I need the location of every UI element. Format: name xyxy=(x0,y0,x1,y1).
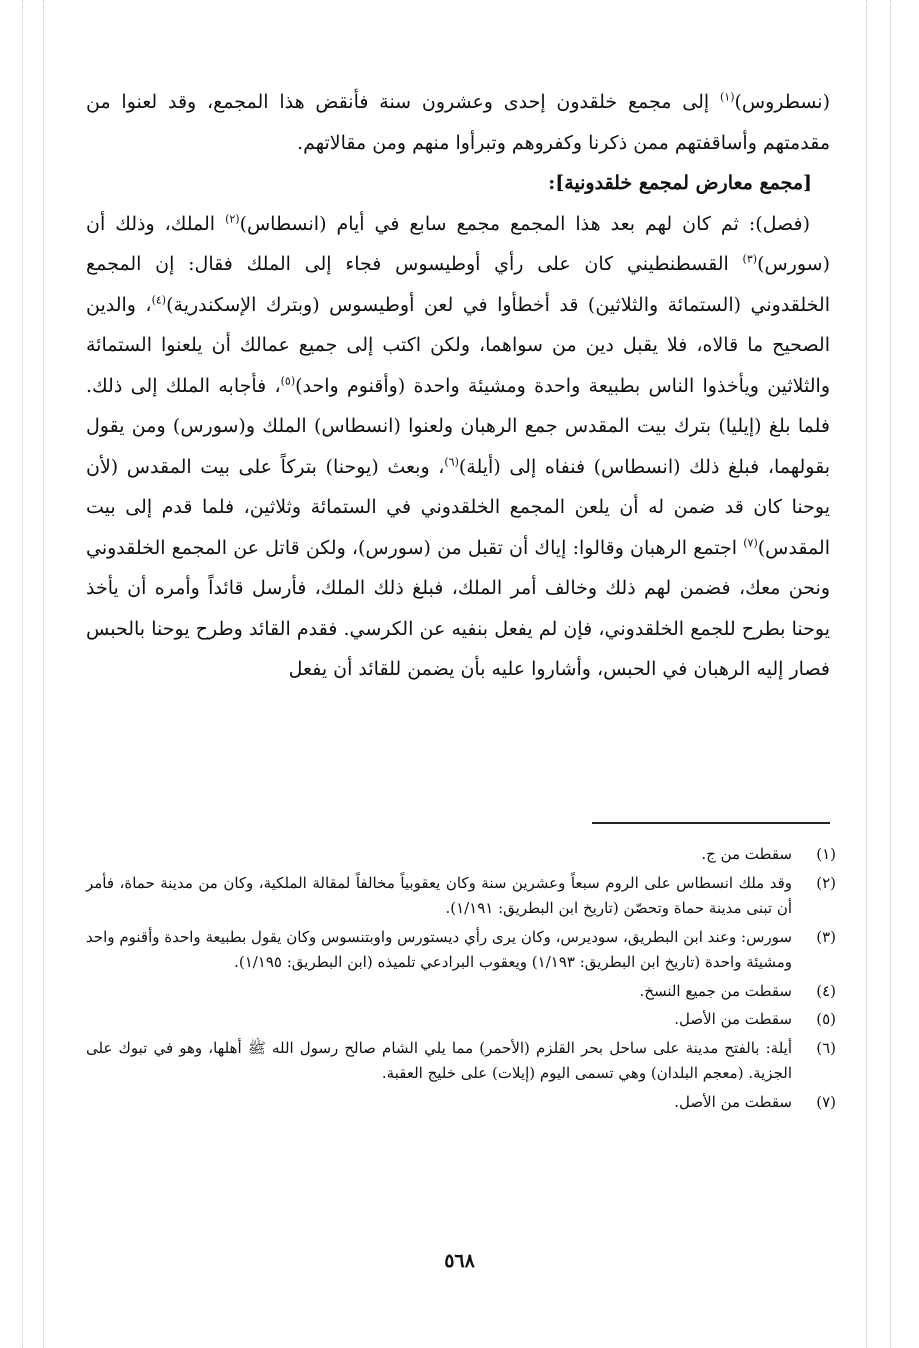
footnote-text: سقطت من الأصل. xyxy=(674,1010,792,1028)
footnote-number: (٤) xyxy=(816,981,836,1000)
scan-artifact-line xyxy=(866,0,867,1348)
footnote-ref: (٦) xyxy=(444,455,459,469)
scan-artifact-line xyxy=(22,0,23,1348)
footnote-number: (٢) xyxy=(816,873,836,892)
footnote-number: (٣) xyxy=(816,927,836,946)
scan-artifact-line xyxy=(43,0,44,1348)
footnote xyxy=(86,1007,836,1033)
section-heading: [مجمع معارض لمجمع خلقدونية]: xyxy=(548,172,812,194)
paragraph-continuation: (نسطروس)$^{(١)}$ إلى مجمع خلقدون إحدى وعشرون سنة فأنقض هذا المجمع، وقد لعنوا من مقدمتهم وأساقفتهم ممن ذكرنا وكفروهم وتبرأوا منهم ومن مقالاتهم. xyxy=(86,90,830,154)
footnote-number: (٦) xyxy=(816,1038,836,1057)
scan-artifact-line xyxy=(890,0,891,1348)
page-number: ٥٦٨ xyxy=(444,1250,475,1272)
footnote-separator xyxy=(592,822,830,824)
footnote xyxy=(86,842,836,868)
footnote-text: سقطت من ج. xyxy=(701,845,792,863)
footnote-text: أيلة: بالفتح مدينة على ساحل بحر القلزم (الأحمر) مما يلي الشام صالح رسول الله ﷺ أهلها، وهو في تبوك على الجزية. (معجم البلدان) وهي تسمى اليوم (إيلات) على خليج العقبة. xyxy=(86,1038,792,1082)
footnote xyxy=(86,979,836,1005)
footnote xyxy=(86,1036,836,1087)
footnote xyxy=(86,925,836,976)
footnote-ref: (٥) xyxy=(280,374,296,388)
footnote-number: (٥) xyxy=(816,1010,836,1028)
footnote-text: سقطت من الأصل. xyxy=(674,1092,792,1111)
footnote-ref: (٣) xyxy=(742,252,758,266)
main-text xyxy=(86,82,830,690)
footnote-text: وقد ملك انسطاس على الروم سبعاً وعشرين سنة وكان يعقوبياً مخالفاً لمقالة الملكية، وكان من مدينة حماة، فأمر أن تبنى مدينة حماة وتحصّن (تاريخ ابن البطريق: ١/١٩١). xyxy=(86,873,792,917)
footnote xyxy=(86,871,836,922)
footnote-ref: (١) xyxy=(719,90,735,104)
paragraph-chapter: (فصل): ثم كان لهم بعد هذا المجمع مجمع سابع في أيام (انسطاس)$^{(٢)}$ الملك، وذلك أن (سورس)$^{(٣)}$ القسطنطيني كان على رأي أوطيسوس فجاء إلى الملك فقال: إن المجمع الخلقدوني (الستمائة والثلاثين) قد أخطأوا في لعن أوطيسوس (وبترك الإسكندرية)$^{(٤)}$، والدين الصحيح ما قالاه، فلا يقبل دين من سواهما، ولكن اكتب إلى جميع عمالك أن يلعنوا الستمائة والثلاثين ويأخذوا الناس بطبيعة واحدة ومشيئة واحدة (وأقنوم واحد)$^{(٥)}$، فأجابه الملك إلى ذلك. فلما بلغ (إيليا) بترك بيت المقدس جمع الرهبان ولعنوا (انسطاس) الملك و(سورس) ومن يقول بقولهما، فبلغ ذلك (انسطاس) فنفاه إلى (أيلة)$^{(٦)}$، وبعث (يوحنا) بتركاً على بيت المقدس (لأن يوحنا كان قد ضمن له أن يلعن المجمع الخلقدوني في الستمائة وثلاثين، فلما قدم إلى بيت المقدس)$^{(٧)}$ اجتمع الرهبان وقالوا: إياك أن تقبل من (سورس)، ولكن قاتل عن المجمع الخلقدوني ونحن معك، فضمن لهم ذلك وخالف أمر الملك، فبلغ ذلك الملك، فأرسل قائداً وأمره أن يأخذ يوحنا بطرح للجمع الخلقدوني، فإن لم يفعل بنفيه عن الكرسي. فقدم القائد وطرح يوحنا بالحبس فصار إليه الرهبان في الحبس، وأشاروا عليه بأن يضمن للقائد أن يفعل xyxy=(86,212,830,680)
footnote-text: سورس: وعند ابن البطريق، سوديرس، وكان يرى رأي ديستورس واوبتنسوس وكان يقول بطبيعة واحدة وأقنوم واحد ومشيئة واحدة (تاريخ ابن البطريق: ١/١٩٣) ويعقوب البرادعي تلميذه (ابن البطريق: ١/١٩٥). xyxy=(86,927,792,971)
footnotes xyxy=(86,842,836,1118)
footnote-ref: (٢) xyxy=(225,212,240,226)
footnote-ref: (٧) xyxy=(743,536,758,550)
footnote-number: (٧) xyxy=(816,1092,836,1111)
footnote-number: (١) xyxy=(816,845,836,863)
footnote-text: سقطت من جميع النسخ. xyxy=(639,981,792,1000)
footnote-ref: (٤) xyxy=(151,293,167,307)
footnote xyxy=(86,1090,836,1116)
